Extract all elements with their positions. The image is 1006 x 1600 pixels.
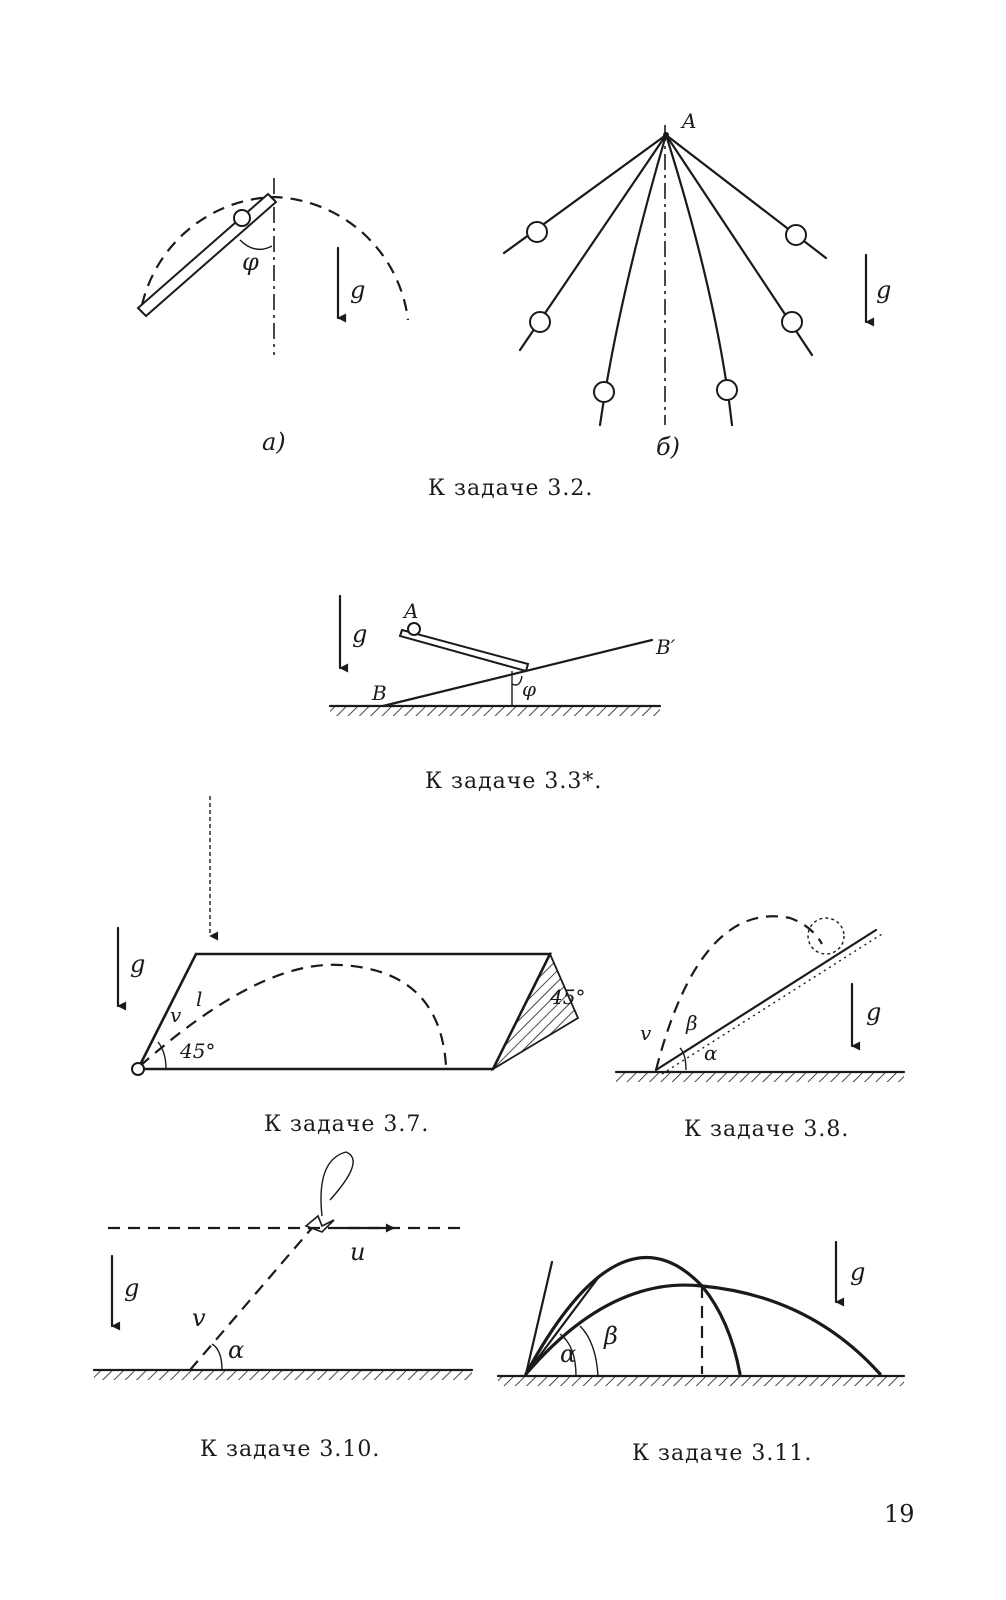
- label-alpha: α: [704, 1041, 718, 1065]
- label-g: g: [350, 276, 366, 304]
- ground-hatch: [94, 1370, 472, 1380]
- debris-curve: [321, 1152, 353, 1216]
- ball-a: [408, 623, 420, 635]
- label-alpha: α: [560, 1340, 577, 1368]
- ball-4: [717, 380, 737, 400]
- label-phi: φ: [242, 248, 259, 276]
- figure-3-2b: [504, 109, 891, 461]
- label-v: v: [192, 1304, 206, 1332]
- figure-3-8: [616, 916, 904, 1082]
- label-g: g: [124, 1274, 140, 1302]
- ground-hatch: [616, 1072, 904, 1082]
- incline-hatch: [662, 934, 882, 1074]
- label-g: g: [352, 620, 368, 648]
- label-angle-45-right: 45°: [550, 985, 586, 1009]
- trajectory-dashed: [656, 916, 822, 1070]
- caption-3-7: К задаче 3.7.: [264, 1112, 430, 1137]
- label-point-a: A: [404, 599, 419, 623]
- bead-ball: [234, 210, 250, 226]
- angle-arc-alpha: [212, 1344, 222, 1370]
- impact-burst-icon: [808, 918, 844, 954]
- projectile-path-dashed: [190, 1228, 312, 1370]
- label-point-b-prime: B′: [656, 635, 676, 659]
- figure-3-2a: [138, 178, 408, 456]
- rod-3: [600, 135, 666, 425]
- label-angle-45: 45°: [180, 1039, 216, 1063]
- figure-3-11: [498, 1242, 904, 1386]
- label-point-a: A: [682, 109, 697, 133]
- trajectory-steep: [526, 1258, 740, 1374]
- ball-5: [782, 312, 802, 332]
- figure-3-7: [118, 796, 585, 1075]
- label-beta: β: [604, 1322, 618, 1350]
- caption-3-2: К задаче 3.2.: [428, 476, 594, 501]
- label-beta: β: [686, 1011, 698, 1035]
- label-u: u: [350, 1238, 366, 1266]
- page-number: 19: [884, 1500, 915, 1528]
- figure-3-3: [330, 596, 676, 716]
- ground-hatch: [330, 706, 660, 716]
- chute-board: [400, 630, 528, 671]
- incline-bb-prime: [383, 640, 652, 706]
- ground-hatch: [498, 1376, 904, 1386]
- circle-arc-dashed: [142, 197, 408, 320]
- angle-arc-phi: [512, 676, 522, 685]
- label-point-b: B: [372, 681, 387, 705]
- incline-line: [656, 930, 876, 1070]
- label-g: g: [866, 998, 882, 1026]
- ball-2: [530, 312, 550, 332]
- label-v: v: [640, 1021, 652, 1045]
- ball-1: [527, 222, 547, 242]
- angle-arc-beta: [580, 1326, 598, 1376]
- label-alpha: α: [228, 1336, 245, 1364]
- subfigure-label-a: а): [262, 428, 286, 456]
- launch-ball: [132, 1063, 144, 1075]
- ball-3: [594, 382, 614, 402]
- caption-3-8: К задаче 3.8.: [684, 1117, 850, 1142]
- caption-3-3: К задаче 3.3*.: [425, 769, 603, 794]
- label-g: g: [876, 276, 892, 304]
- label-g: g: [850, 1258, 866, 1286]
- ball-6: [786, 225, 806, 245]
- label-g: g: [130, 950, 146, 978]
- subfigure-label-b: б): [656, 433, 681, 461]
- label-l: l: [196, 987, 203, 1011]
- caption-3-11: К задаче 3.11.: [632, 1441, 813, 1466]
- caption-3-10: К задаче 3.10.: [200, 1437, 381, 1462]
- label-phi: φ: [522, 677, 537, 701]
- label-v: v: [170, 1003, 182, 1027]
- figure-3-10: [94, 1152, 472, 1380]
